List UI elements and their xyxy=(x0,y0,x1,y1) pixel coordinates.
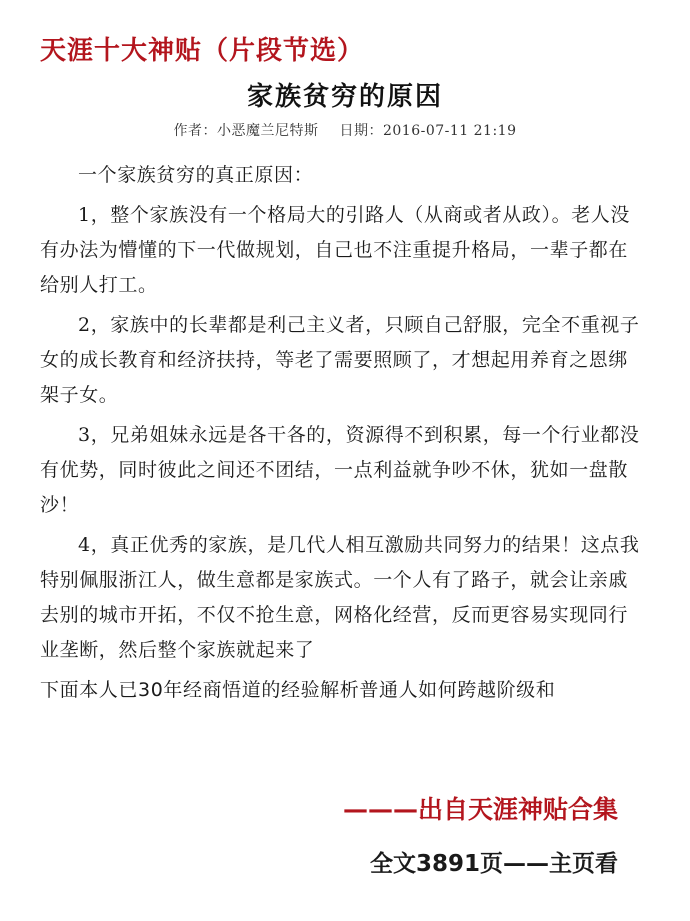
closing-line: 下面本人已30年经商悟道的经验解析普通人如何跨越阶级和 xyxy=(40,679,556,701)
author-label: 作者：小恶魔兰尼特斯 xyxy=(173,123,319,139)
point-paragraph-2: 2，家族中的长辈都是利己主义者，只顾自己舒服，完全不重视子女的成长教育和经济扶持，等老了需要照顾了，才想起用养育之恩绑架子女。 xyxy=(40,314,640,406)
intro-paragraph: 一个家族贫穷的真正原因： xyxy=(78,164,314,186)
date-label: 日期：2016-07-11 21:19 xyxy=(339,123,517,139)
article-body xyxy=(40,158,640,713)
point-paragraph-1: 1，整个家族没有一个格局大的引路人（从商或者从政）。老人没有办法为懵懂的下一代做规划，自己也不注重提升格局，一辈子都在给别人打工。 xyxy=(40,204,630,296)
series-title: 天涯十大神贴（片段节选） xyxy=(40,36,365,66)
point-paragraph-3: 3，兄弟姐妹永远是各干各的，资源得不到积累，每一个行业都没有优势，同时彼此之间还不团结，一点利益就争吵不休，犹如一盘散沙！ xyxy=(40,424,640,516)
article-meta xyxy=(0,120,690,140)
page-count-note: 全文3891页——主页看 xyxy=(369,851,618,877)
point-paragraph-4: 4，真正优秀的家族，是几代人相互激励共同努力的结果！这点我特别佩服浙江人，做生意都是家族式。一个人有了路子，就会让亲戚去别的城市开拓，不仅不抢生意，网格化经营，反而更容易实现同行业垄断，然后整个家族就起来了 xyxy=(40,534,640,661)
article-title: 家族贫穷的原因 xyxy=(246,82,443,112)
source-attribution: ———出自天涯神贴合集 xyxy=(342,795,618,824)
